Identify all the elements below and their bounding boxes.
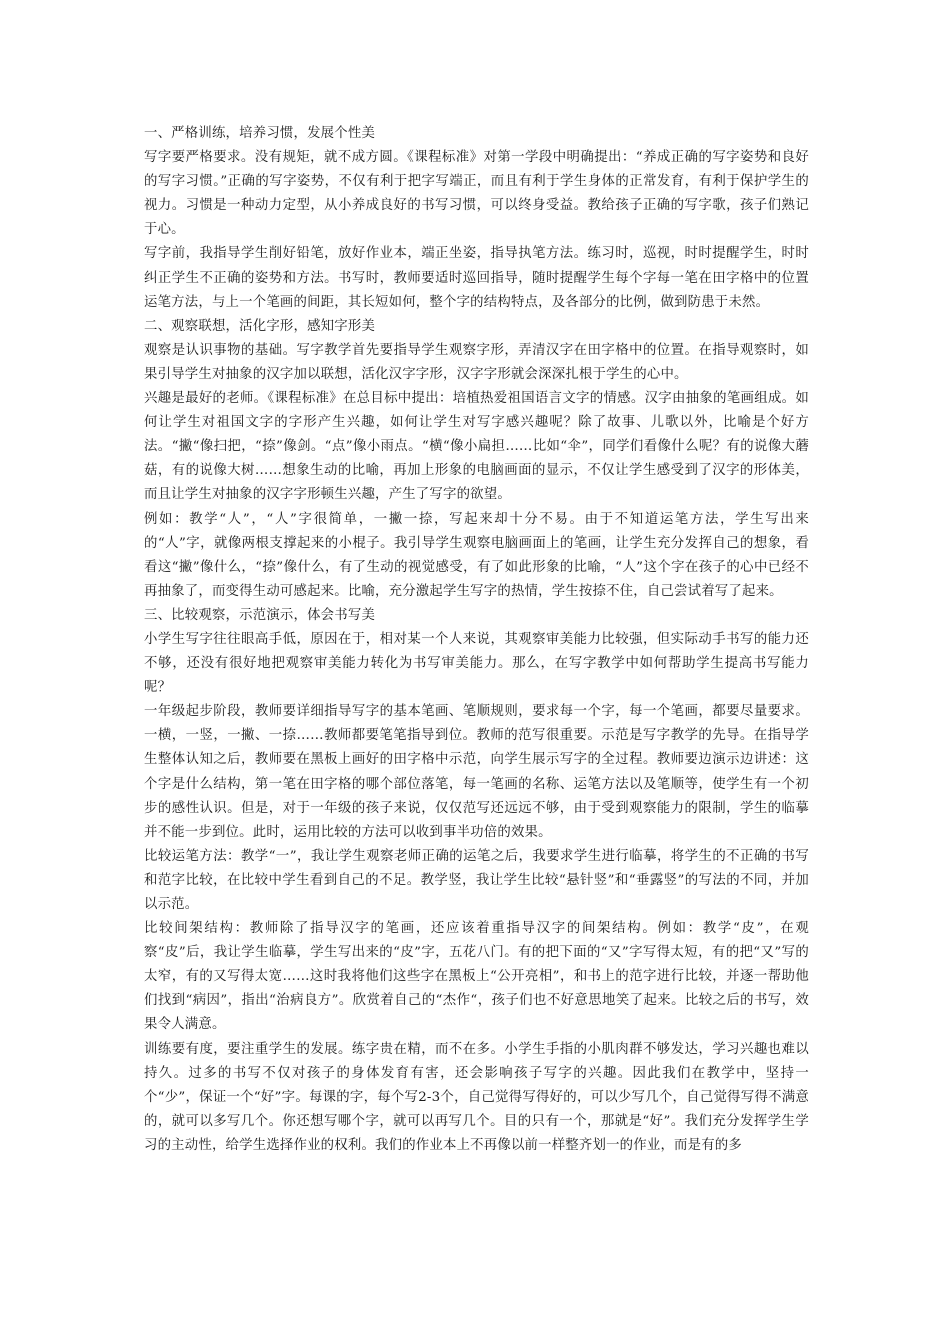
paragraph: 比较运笔方法：教学“一”，我让学生观察老师正确的运笔之后，我要求学生进行临摹，将学生的不正确的书写和范字比较，在比较中学生看到自己的不足。教学竖，我让学生比较“悬针竖”和“垂露竖”的写法的不同，并加以示范。 — [144, 848, 809, 912]
section-heading-2: 二、观察联想，活化字形，感知字形美 — [144, 318, 376, 334]
paragraph: 例如：教学“人”，“人”字很简单，一撇一捺，写起来却十分不易。由于不知道运笔方法，学生写出来的“人”字，就像两根支撑起来的小棍子。我引导学生观察电脑画面上的笔画，让学生充分发挥自己的想象，看看这“撇”像什么，“捺”像什么，有了生动的视觉感受，有了如此形象的比喻，“人”这个字在孩子的心中已经不再抽象了，而变得生动可感起来。比喻，充分激起学生写字的热情，学生按捺不住，自己尝试着写了起来。 — [144, 511, 809, 599]
paragraph: 一年级起步阶段，教师要详细指导写字的基本笔画、笔顺规则，要求每一个字，每一个笔画，都要尽量要求。一横，一竖，一撇、一捺……教师都要笔笔指导到位。教师的范写很重要。示范是写字教学的先导。在指导学生整体认知之后，教师要在黑板上画好的田字格中示范，向学生展示写字的全过程。教师要边演示边讲述：这个字是什么结构，第一笔在田字格的哪个部位落笔，每一笔画的名称、运笔方法以及笔顺等，使学生有一个初步的感性认识。但是，对于一年级的孩子来说，仅仅范写还远远不够，由于受到观察能力的限制，学生的临摹并不能一步到位。此时，运用比较的方法可以收到事半功倍的效果。 — [144, 704, 809, 840]
section-heading-3: 三、比较观察，示范演示，体会书写美 — [144, 607, 376, 623]
paragraph: 比较间架结构：教师除了指导汉字的笔画，还应该着重指导汉字的间架结构。例如：教学“皮”，在观察“皮”后，我让学生临摹，学生写出来的“皮”字，五花八门。有的把下面的“又”字写得太短，有的把“又”写的太窄，有的又写得太宽……这时我将他们这些字在黑板上“公开亮相”，和书上的范字进行比较，并逐一帮助他们找到“病因”，指出“治病良方”。欣赏着自己的“杰作“，孩子们也不好意思地笑了起来。比较之后的书写，效果令人满意。 — [144, 921, 809, 1033]
paragraph: 写字前，我指导学生削好铅笔，放好作业本，端正坐姿，指导执笔方法。练习时，巡视，时时提醒学生，时时纠正学生不正确的姿势和方法。书写时，教师要适时巡回指导，随时提醒学生每个字每一笔在田字格中的位置运笔方法，与上一个笔画的间距，其长短如何，整个字的结构特点，及各部分的比例，做到防患于未然。 — [144, 246, 809, 310]
paragraph: 写字要严格要求。没有规矩，就不成方圆。《课程标准》对第一学段中明确提出：“养成正确的写字姿势和良好的写字习惯。”正确的写字姿势，不仅有利于把字写端正，而且有利于学生身体的正常发育，有利于保护学生的视力。习惯是一种动力定型，从小养成良好的书写习惯，可以终身受益。教给孩子正确的写字歌，孩子们熟记于心。 — [144, 150, 809, 238]
paragraph: 兴趣是最好的老师。《课程标准》在总目标中提出：培植热爱祖国语言文字的情感。汉字由抽象的笔画组成。如何让学生对祖国文字的字形产生兴趣，如何让学生对写字感兴趣呢？除了故事、儿歌以外，比喻是个好方法。“撇“像扫把，“捺”像剑。“点”像小雨点。“横“像小扁担……比如“伞”，同学们看像什么呢？有的说像大蘑菇，有的说像大树……想象生动的比喻，再加上形象的电脑画面的显示，不仅让学生感受到了汉字的形体美，而且让学生对抽象的汉字字形顿生兴趣，产生了写字的欲望。 — [144, 391, 809, 503]
paragraph: 小学生写字往往眼高手低，原因在于，相对某一个人来说，其观察审美能力比较强，但实际动手书写的能力还不够，还没有很好地把观察审美能力转化为书写审美能力。那么，在写字教学中如何帮助学生提高书写能力呢？ — [144, 631, 809, 696]
document-body — [144, 122, 809, 1158]
paragraph: 观察是认识事物的基础。写字教学首先要指导学生观察字形，弄清汉字在田字格中的位置。在指导观察时，如果引导学生对抽象的汉字加以联想，活化汉字字形，汉字字形就会深深扎根于学生的心中。 — [144, 342, 809, 382]
section-heading-1: 一、严格训练，培养习惯，发展个性美 — [144, 126, 376, 141]
paragraph: 训练要有度，要注重学生的发展。练字贵在精，而不在多。小学生手指的小肌肉群不够发达，学习兴趣也难以持久。过多的书写不仅对孩子的身体发育有害，还会影响孩子写字的兴趣。因此我们在教学中，坚持一个“少”，保证一个“好”字。每课的字，每个写2-3个，自己觉得写得好的，可以少写几个，自己觉得写得不满意的，就可以多写几个。你还想写哪个字，就可以再写几个。目的只有一个，那就是“好”。我们充分发挥学生学习的主动性，给学生选择作业的权利。我们的作业本上不再像以前一样整齐划一的作业，而是有的多 — [144, 1041, 809, 1153]
